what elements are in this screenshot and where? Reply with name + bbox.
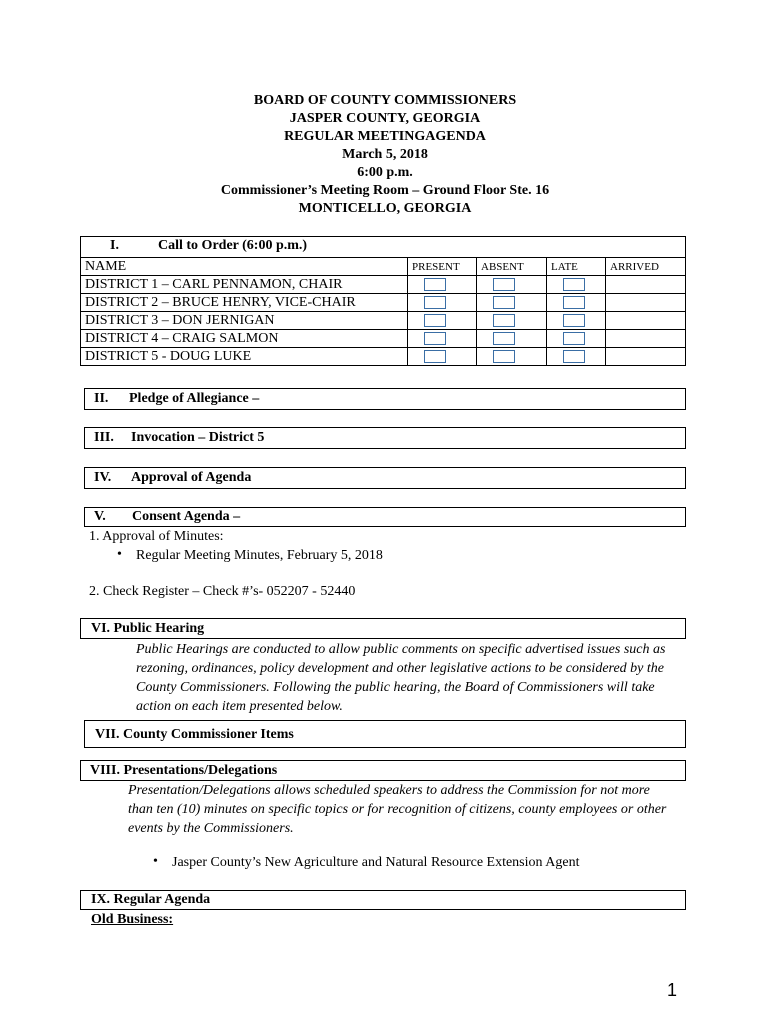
absent-checkbox[interactable] [493,350,515,363]
late-checkbox[interactable] [563,296,585,309]
presentations-description: Presentation/Delegations allows scheduled speakers to address the Commission for not more than ten (10) minutes on specific topics or for recognition of citizens, county employees or other events by the Commissioners. [128,783,667,836]
arrived-cell[interactable] [606,330,686,348]
consent-item-1: 1. Approval of Minutes: [89,529,224,544]
section-9-title: IX. Regular Agenda [91,892,211,907]
member-name: DISTRICT 3 – DON JERNIGAN [81,312,408,330]
table-row [81,294,686,312]
section-5-number: V. [94,509,106,524]
section-3-number: III. [94,430,114,445]
late-checkbox[interactable] [563,314,585,327]
table-header-row [81,258,686,276]
absent-checkbox[interactable] [493,278,515,291]
header-line-7: MONTICELLO, GEORGIA [298,201,472,216]
col-late: LATE [547,258,606,276]
section-6-title: VI. Public Hearing [91,621,205,636]
present-checkbox[interactable] [424,350,446,363]
header-line-2: JASPER COUNTY, GEORGIA [289,111,481,126]
present-checkbox[interactable] [424,278,446,291]
arrived-cell[interactable] [606,312,686,330]
table-row [81,276,686,294]
section-4-title: Approval of Agenda [131,470,252,485]
section-2-number: II. [94,391,109,406]
header-line-1: BOARD OF COUNTY COMMISSIONERS [253,93,517,108]
old-business-heading: Old Business: [91,912,174,927]
public-hearing-description: Public Hearings are conducted to allow public comments on specific advertised issues such as rezoning, ordinances, policy development and other legislative actions to be considered by the County Commissioners. Following the public hearing, the Board of Commissioners will take action on each item presented below. [136,642,666,714]
section-7-title: VII. County Commissioner Items [95,727,294,742]
bullet-icon: • [117,547,122,562]
agenda-header [0,92,770,218]
table-row [81,312,686,330]
page-number: 1 [667,980,678,1000]
present-checkbox[interactable] [424,332,446,345]
consent-item-1-bullet: Regular Meeting Minutes, February 5, 2018 [136,548,383,563]
header-line-5: 6:00 p.m. [357,165,413,180]
table-row [81,348,686,366]
member-name: DISTRICT 2 – BRUCE HENRY, VICE-CHAIR [81,294,408,312]
section-3-title: Invocation – District 5 [131,430,265,445]
col-arrived: ARRIVED [606,258,686,276]
present-checkbox[interactable] [424,296,446,309]
late-checkbox[interactable] [563,350,585,363]
arrived-cell[interactable] [606,294,686,312]
absent-checkbox[interactable] [493,332,515,345]
col-name: NAME [81,258,408,276]
member-name: DISTRICT 4 – CRAIG SALMON [81,330,408,348]
col-absent: ABSENT [477,258,547,276]
late-checkbox[interactable] [563,332,585,345]
member-name: DISTRICT 5 - DOUG LUKE [81,348,408,366]
section-8-title: VIII. Presentations/Delegations [90,763,278,778]
absent-checkbox[interactable] [493,314,515,327]
bullet-icon: • [153,854,158,869]
header-line-6: Commissioner’s Meeting Room – Ground Floor Ste. 16 [220,183,550,198]
late-checkbox[interactable] [563,278,585,291]
absent-checkbox[interactable] [493,296,515,309]
presentation-item: Jasper County’s New Agriculture and Natural Resource Extension Agent [172,855,580,870]
header-line-4: March 5, 2018 [342,147,428,162]
arrived-cell[interactable] [606,276,686,294]
table-row [81,330,686,348]
present-checkbox[interactable] [424,314,446,327]
arrived-cell[interactable] [606,348,686,366]
section-1-title: Call to Order (6:00 p.m.) [158,238,308,253]
section-4-number: IV. [94,470,112,485]
section-5-title: Consent Agenda – [132,509,241,524]
header-line-3: REGULAR MEETINGAGENDA [284,129,486,144]
col-present: PRESENT [408,258,477,276]
section-1-number: I. [110,238,119,253]
section-2-title: Pledge of Allegiance – [129,391,260,406]
member-name: DISTRICT 1 – CARL PENNAMON, CHAIR [81,276,408,294]
roll-call-table [80,257,686,366]
consent-item-2: 2. Check Register – Check #’s- 052207 - 52440 [89,584,356,599]
